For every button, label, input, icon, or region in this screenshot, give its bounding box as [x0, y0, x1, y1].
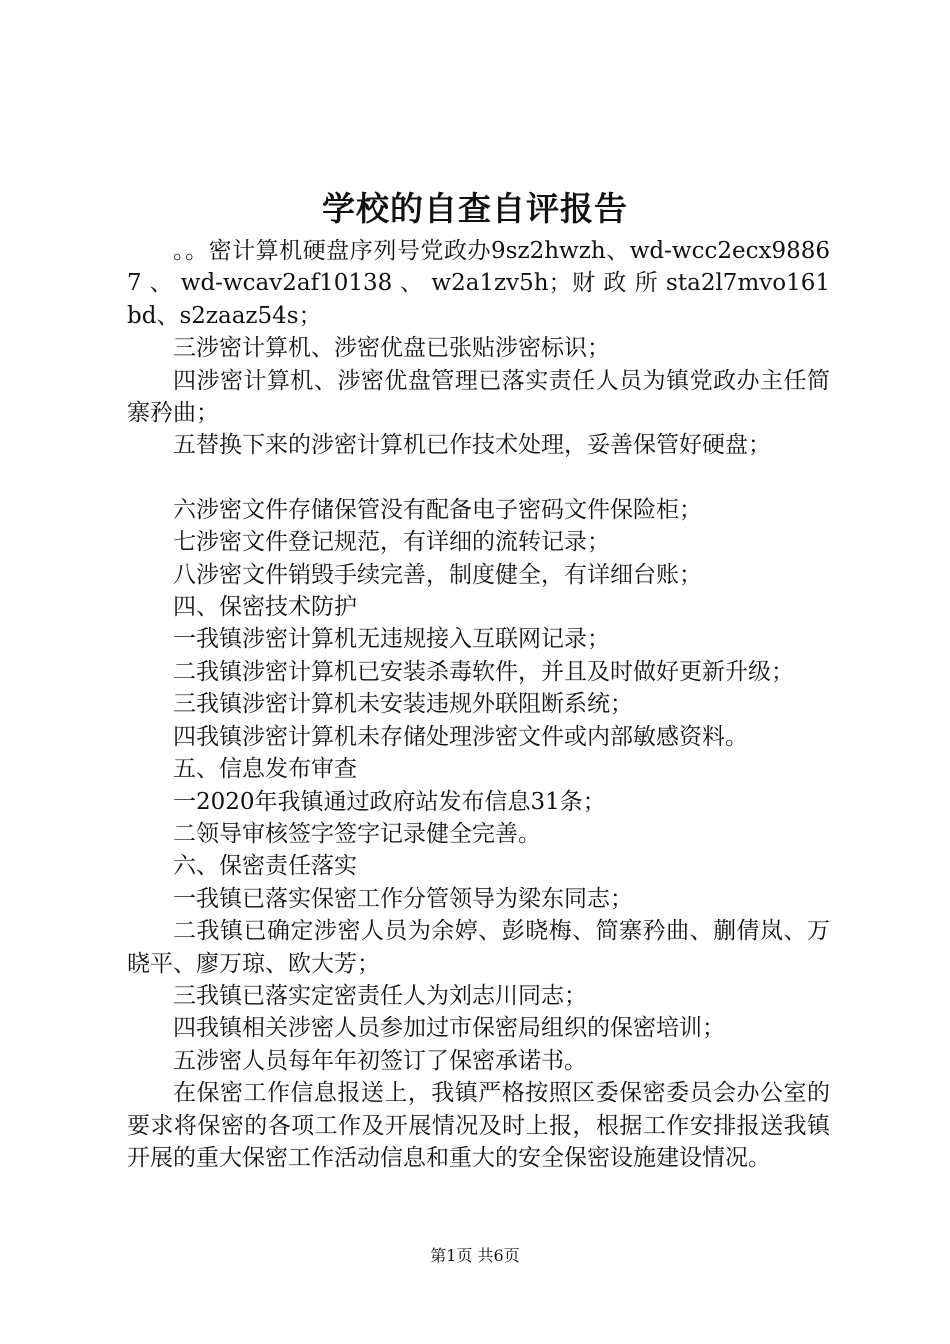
document-body	[127, 235, 830, 1174]
section-heading: 六、保密责任落实	[173, 853, 357, 880]
paragraph-device-serials: 。。密计算机硬盘序列号党政办9sz2hwzh、wd-wcc2ecx98867 、 wd-wcav2af10138 、 w2a1zv5h；财 政 所 sta2l7mvo161bd、s2zaaz54s；	[127, 238, 830, 329]
paragraph: 六涉密文件存储保管没有配备电子密码文件保险柜；	[173, 496, 702, 523]
paragraph: 八涉密文件销毁手续完善，制度健全，有详细台账；	[173, 561, 702, 588]
section-heading: 五、信息发布审查	[173, 756, 357, 783]
paragraph: 四我镇涉密计算机未存储处理涉密文件或内部敏感资料。	[173, 723, 748, 750]
paragraph: 五替换下来的涉密计算机已作技术处理，妥善保管好硬盘；	[173, 432, 771, 459]
paragraph: 二我镇已确定涉密人员为余婷、彭晓梅、简寨矜曲、蒯倩岚、万晓平、廖万琼、欧大芳；	[127, 918, 830, 977]
blank-line	[127, 462, 830, 494]
paragraph: 一我镇涉密计算机无违规接入互联网记录；	[173, 626, 610, 653]
paragraph: 七涉密文件登记规范，有详细的流转记录；	[173, 529, 610, 556]
paragraph: 五涉密人员每年年初签订了保密承诺书。	[173, 1047, 587, 1074]
section-heading: 四、保密技术防护	[173, 594, 357, 621]
page-number-footer: 第1页 共6页	[430, 1246, 520, 1265]
paragraph: 四我镇相关涉密人员参加过市保密局组织的保密培训；	[173, 1015, 725, 1042]
paragraph: 四涉密计算机、涉密优盘管理已落实责任人员为镇党政办主任简寨矜曲；	[127, 367, 830, 427]
paragraph: 三涉密计算机、涉密优盘已张贴涉密标识；	[173, 335, 610, 362]
paragraph: 二领导审核签字签字记录健全完善。	[173, 820, 541, 847]
paragraph: 三我镇涉密计算机未安装违规外联阻断系统；	[173, 691, 633, 718]
paragraph: 一2020年我镇通过政府站发布信息31条；	[173, 788, 606, 815]
document-title: 学校的自查自评报告	[322, 189, 628, 228]
paragraph: 二我镇涉密计算机已安装杀毒软件，并且及时做好更新升级；	[173, 658, 794, 685]
paragraph: 一我镇已落实保密工作分管领导为梁东同志；	[173, 885, 633, 912]
paragraph: 三我镇已落实定密责任人为刘志川同志；	[173, 982, 587, 1009]
paragraph: 在保密工作信息报送上，我镇严格按照区委保密委员会办公室的要求将保密的各项工作及开展情况及时上报，根据工作安排报送我镇开展的重大保密工作活动信息和重大的安全保密设施建设情况。	[127, 1080, 830, 1171]
